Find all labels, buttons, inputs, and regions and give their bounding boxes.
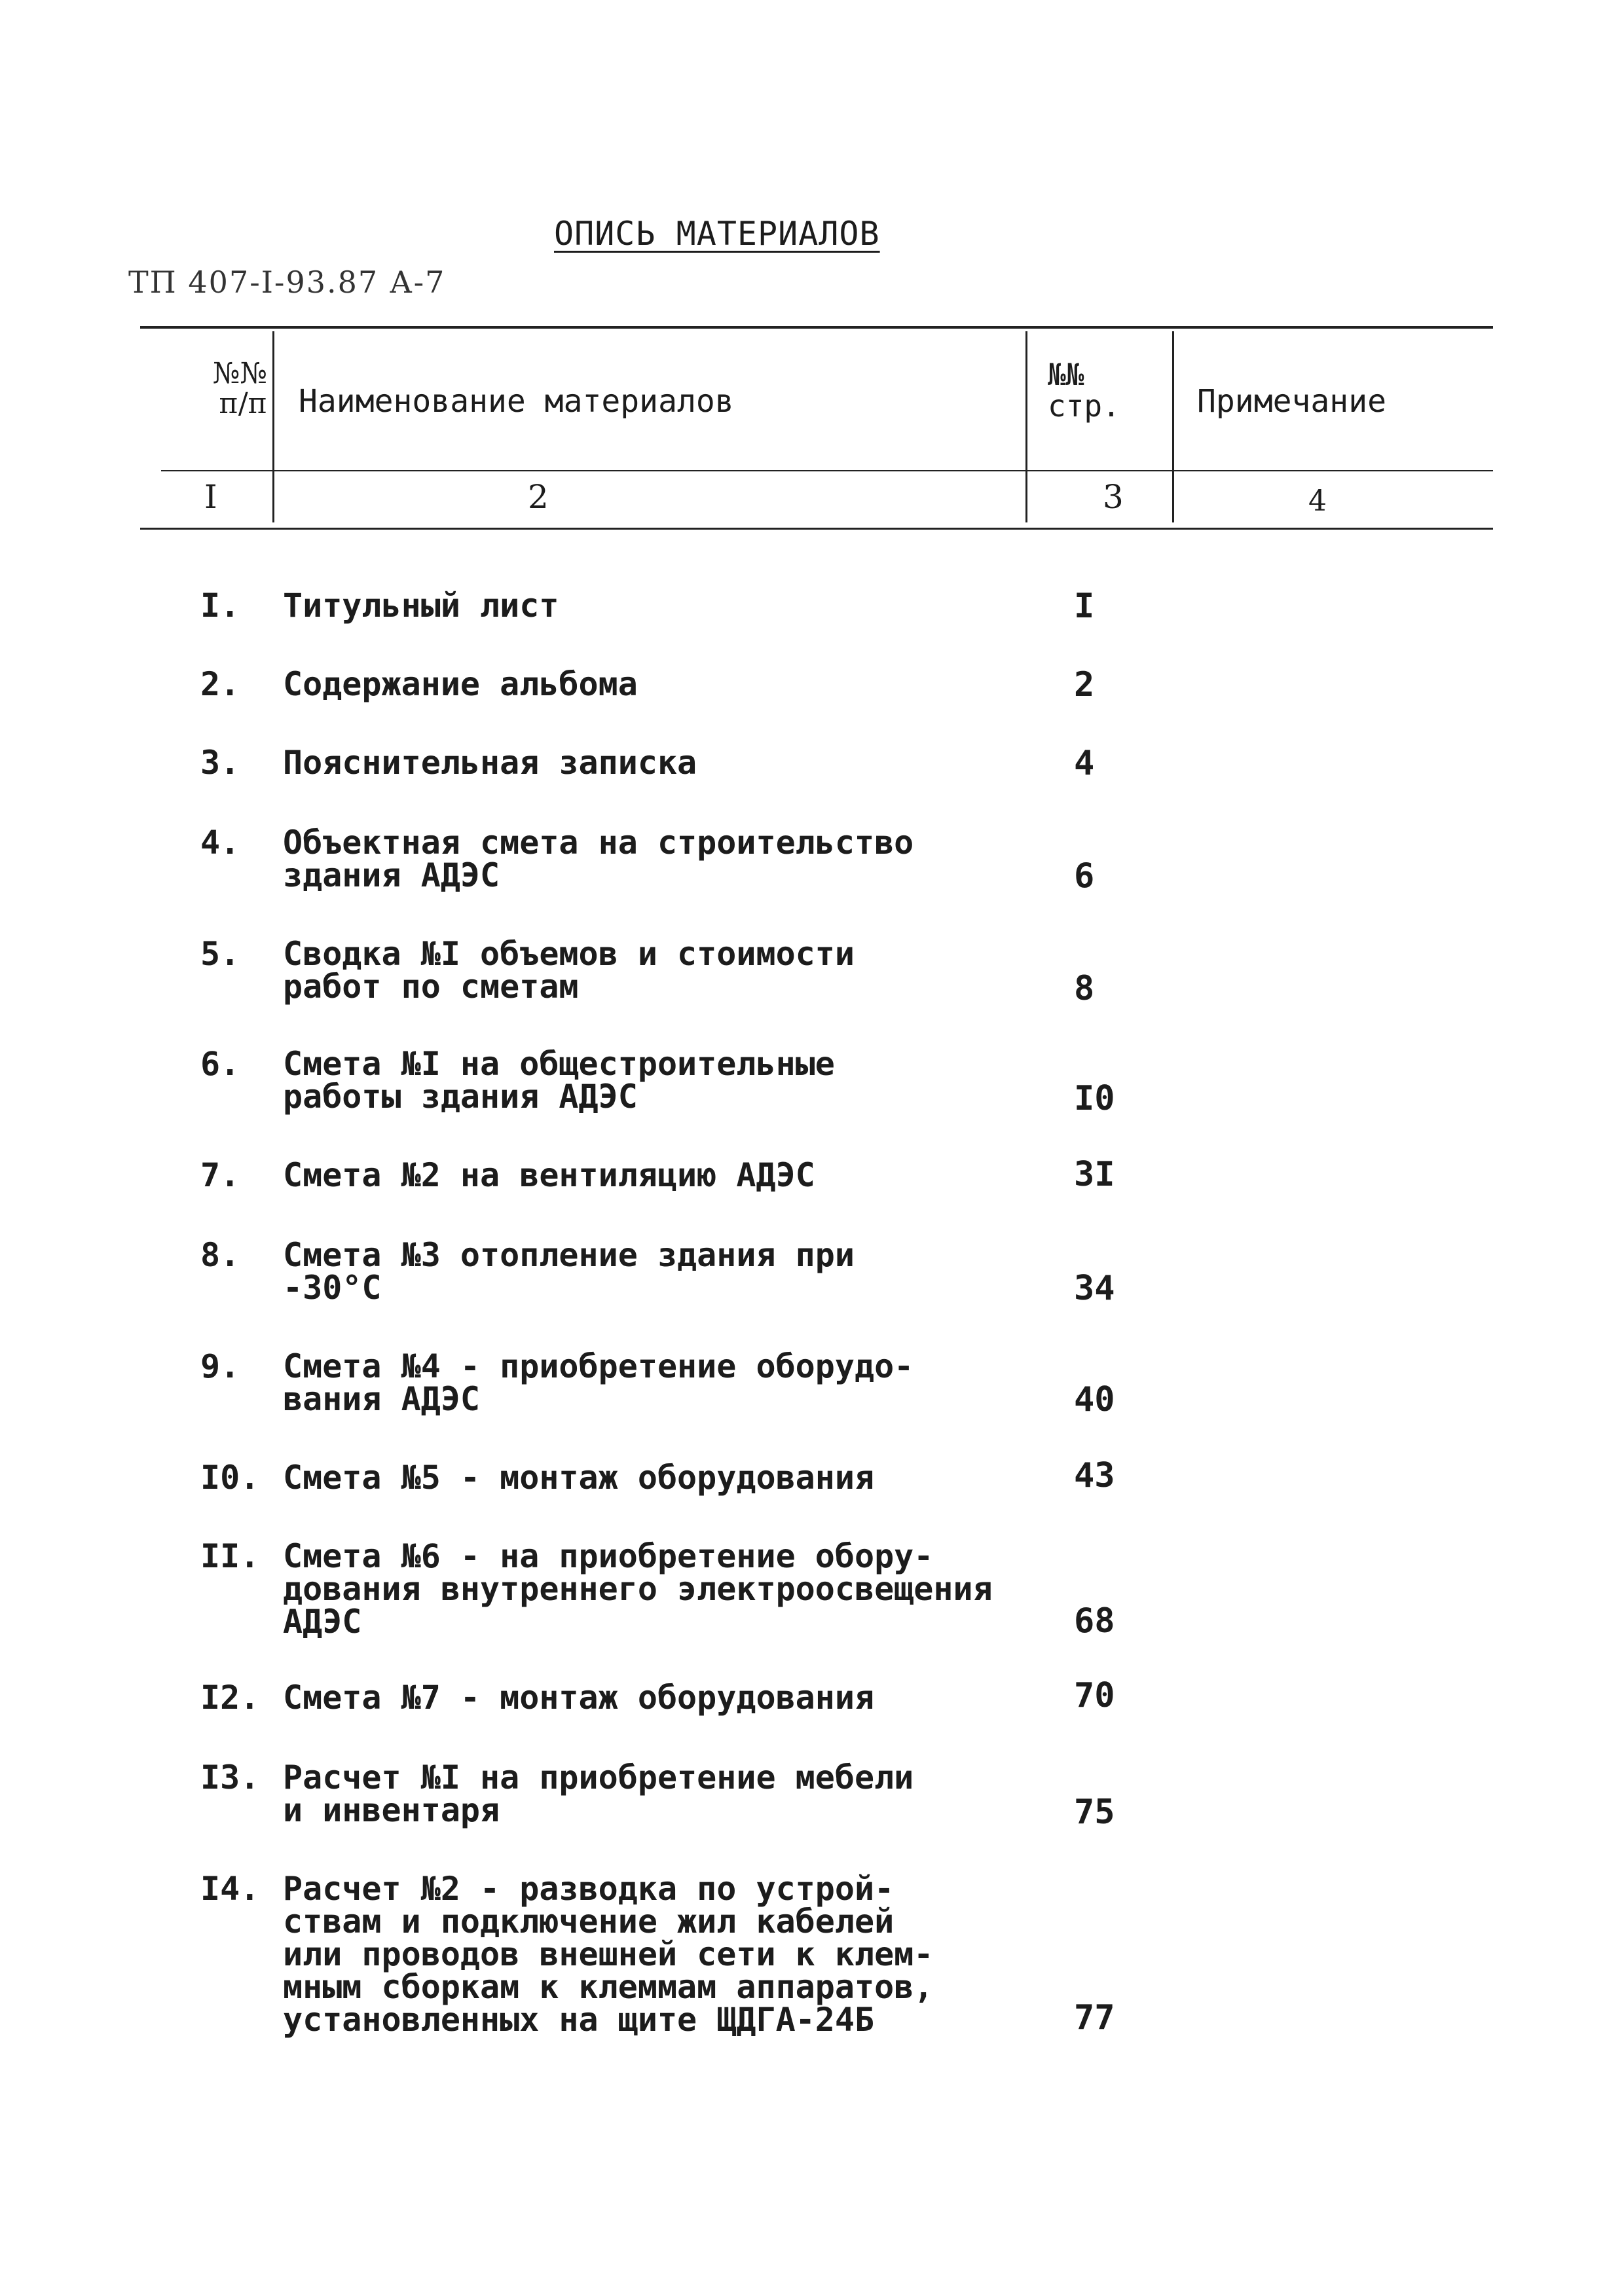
item-number: 4. — [200, 824, 240, 862]
document-title: ОПИСЬ МАТЕРИАЛОВ — [554, 215, 880, 253]
header-divider-1 — [272, 331, 274, 522]
item-page: 8 — [1074, 969, 1095, 1008]
item-number: I4. — [200, 1870, 260, 1908]
item-page: 3I — [1074, 1155, 1115, 1194]
item-name: Смета №7 - монтаж оборудования — [283, 1679, 875, 1717]
header-col-note: Примечание — [1197, 383, 1386, 420]
item-number: I0. — [200, 1459, 260, 1497]
header-mid-line — [161, 470, 1493, 471]
item-page: 43 — [1074, 1456, 1115, 1495]
item-page: 34 — [1074, 1269, 1115, 1308]
item-name: Объектная смета на строительство здания АДЭС — [283, 824, 914, 894]
header-bottom-line — [140, 528, 1493, 530]
item-number: I2. — [200, 1679, 260, 1717]
item-number: I3. — [200, 1758, 260, 1796]
item-page: 2 — [1074, 665, 1095, 704]
item-page: 6 — [1074, 856, 1095, 896]
item-number: 6. — [200, 1045, 240, 1083]
item-number: 5. — [200, 935, 240, 973]
item-name: Пояснительная записка — [283, 744, 697, 782]
item-number: I. — [200, 587, 240, 625]
item-number: II. — [200, 1537, 260, 1575]
header-colnum-1: I — [204, 478, 217, 516]
header-divider-3 — [1172, 331, 1174, 522]
item-page: 4 — [1074, 744, 1095, 783]
header-colnum-3: 3 — [1103, 478, 1124, 516]
header-colnum-4: 4 — [1308, 484, 1327, 518]
item-page: 77 — [1074, 1998, 1115, 2037]
item-name: Титульный лист — [283, 587, 559, 625]
item-name: Смета №6 - на приобретение обору- дования внутреннего электроосвещения АДЭС — [283, 1537, 993, 1641]
item-name: Смета №I на общестроительные работы здания АДЭС — [283, 1045, 835, 1116]
item-name: Расчет №2 - разводка по устрой- ствам и подключение жил кабелей или проводов внешней сети к клем- мным сборкам к клеммам аппаратов, установленных на щите ЩДГА-24Б — [283, 1870, 934, 2039]
header-col-page: №№ стр. — [1048, 357, 1120, 424]
item-number: 9. — [200, 1347, 240, 1385]
item-name: Смета №2 на вентиляцию АДЭС — [283, 1156, 815, 1194]
item-name: Сводка №I объемов и стоимости работ по сметам — [283, 935, 855, 1006]
header-col-name: Наименование материалов — [299, 383, 734, 420]
item-number: 2. — [200, 665, 240, 703]
item-number: 3. — [200, 744, 240, 782]
item-page: 75 — [1074, 1793, 1115, 1832]
item-page: I0 — [1074, 1079, 1115, 1118]
document-code: ТП 407-I-93.87 А-7 — [128, 264, 446, 300]
item-page: 70 — [1074, 1676, 1115, 1715]
item-page: 68 — [1074, 1601, 1115, 1641]
header-divider-2 — [1025, 331, 1027, 522]
item-name: Смета №5 - монтаж оборудования — [283, 1459, 875, 1497]
item-page: I — [1074, 587, 1095, 626]
item-name: Смета №4 - приобретение оборудо- вания АДЭС — [283, 1347, 914, 1418]
item-page: 40 — [1074, 1380, 1115, 1419]
header-colnum-2: 2 — [528, 478, 549, 516]
header-col-number: №№ п/п — [212, 357, 267, 421]
item-number: 7. — [200, 1156, 240, 1194]
item-name: Смета №3 отопление здания при -30°С — [283, 1236, 855, 1307]
header-top-line — [140, 326, 1493, 329]
item-number: 8. — [200, 1236, 240, 1274]
item-name: Расчет №I на приобретение мебели и инвентаря — [283, 1758, 914, 1829]
item-name: Содержание альбома — [283, 665, 638, 703]
